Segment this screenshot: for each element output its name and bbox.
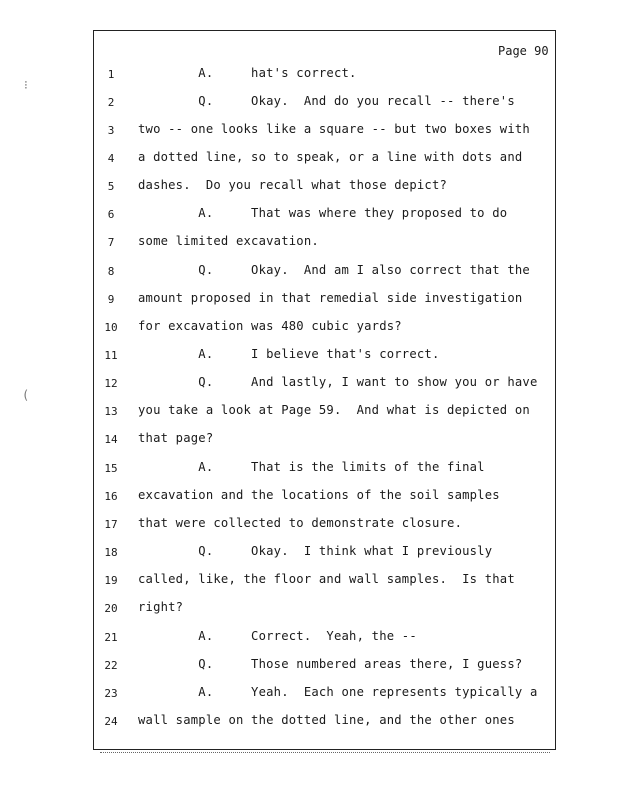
line-number: 9: [107, 293, 115, 306]
line-number: 20: [104, 602, 118, 615]
line-text: A. That was where they proposed to do: [138, 206, 508, 220]
line-number: 15: [104, 462, 118, 475]
line-number: 13: [104, 405, 118, 418]
line-text: that page?: [138, 431, 214, 445]
line-number: 6: [107, 208, 115, 221]
line-text: Q. Those numbered areas there, I guess?: [138, 657, 523, 671]
line-number: 5: [107, 180, 115, 193]
line-text: dashes. Do you recall what those depict?: [138, 178, 448, 192]
line-text: called, like, the floor and wall samples. Is that: [138, 572, 515, 586]
line-text: a dotted line, so to speak, or a line with dots and: [138, 150, 523, 164]
line-number: 1: [107, 68, 115, 81]
line-number: 11: [104, 349, 118, 362]
scan-edge-line: [100, 752, 550, 755]
line-number: 16: [104, 490, 118, 503]
line-text: A. That is the limits of the final: [138, 460, 485, 474]
line-number: 3: [107, 124, 115, 137]
line-text: Q. And lastly, I want to show you or have: [138, 375, 538, 389]
line-text: right?: [138, 600, 184, 614]
line-number: 17: [104, 518, 118, 531]
line-number: 19: [104, 574, 118, 587]
line-number: 2: [107, 96, 115, 109]
line-number: 24: [104, 715, 118, 728]
line-number: 22: [104, 659, 118, 672]
line-number: 18: [104, 546, 118, 559]
line-text: Q. Okay. I think what I previously: [138, 544, 493, 558]
line-text: Q. Okay. And am I also correct that the: [138, 263, 530, 277]
line-text: A. Yeah. Each one represents typically a: [138, 685, 538, 699]
line-text: some limited excavation.: [138, 234, 319, 248]
line-number: 10: [104, 321, 118, 334]
line-text: amount proposed in that remedial side investigation: [138, 291, 523, 305]
line-number: 21: [104, 631, 118, 644]
line-text: excavation and the locations of the soil samples: [138, 488, 500, 502]
line-number: 7: [107, 236, 115, 249]
line-text: you take a look at Page 59. And what is depicted on: [138, 403, 530, 417]
page-number: Page 90: [498, 44, 549, 58]
line-number: 8: [107, 265, 115, 278]
line-text: wall sample on the dotted line, and the other ones: [138, 713, 515, 727]
margin-mark: (: [22, 388, 30, 402]
line-number: 4: [107, 152, 115, 165]
margin-mark: ⁝: [24, 78, 28, 92]
line-number: 14: [104, 433, 118, 446]
line-text: Q. Okay. And do you recall -- there's: [138, 94, 515, 108]
line-number: 23: [104, 687, 118, 700]
line-text: A. hat's correct.: [138, 66, 357, 80]
line-text: A. Correct. Yeah, the --: [138, 629, 417, 643]
line-text: that were collected to demonstrate closure.: [138, 516, 463, 530]
line-number: 12: [104, 377, 118, 390]
line-text: for excavation was 480 cubic yards?: [138, 319, 402, 333]
line-text: two -- one looks like a square -- but two boxes with: [138, 122, 530, 136]
line-text: A. I believe that's correct.: [138, 347, 440, 361]
